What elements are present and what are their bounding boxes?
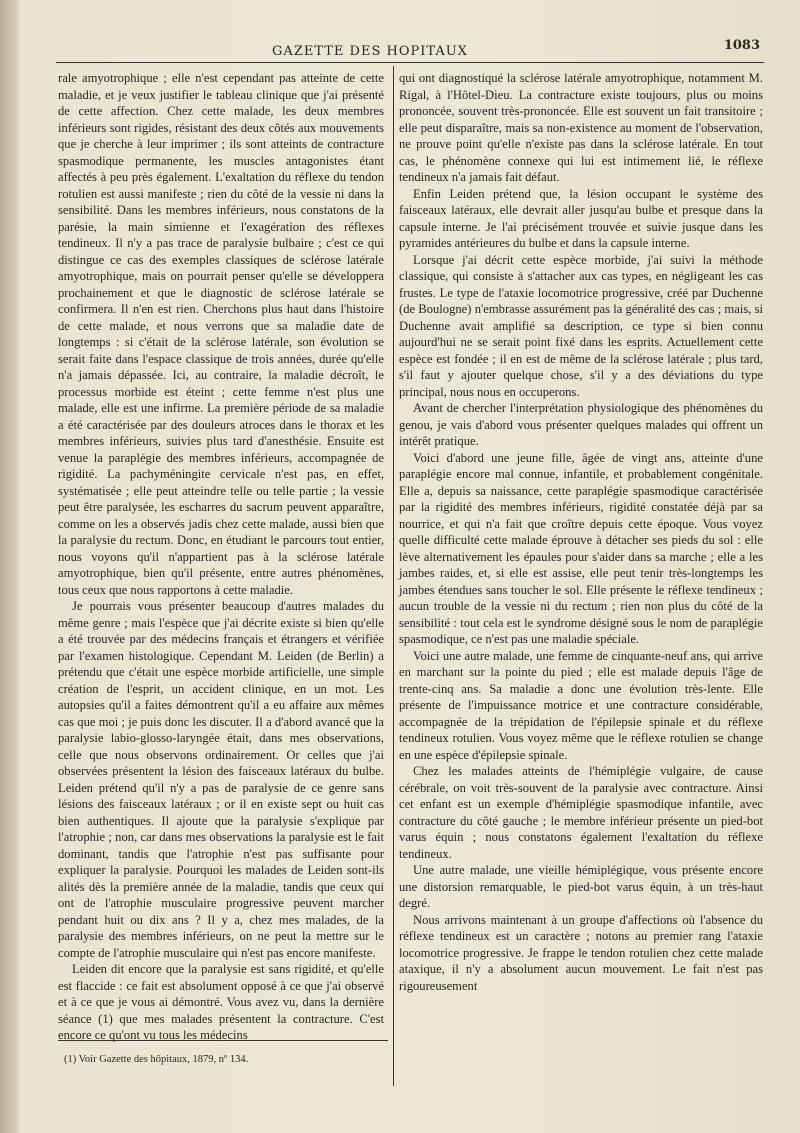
column-divider xyxy=(393,66,394,1086)
right-column xyxy=(399,70,763,994)
paragraph: Voici une autre malade, une femme de cinquante-neuf ans, qui arrive en marchant sur la pointe du pied ; elle est malade depuis l'âge de trente-cinq ans. Sa maladie a donc une évolution très-lente. Elle présente de l'impuissance motrice et une contracture considérable, accompagnée de la trépidation de l'épilepsie spinale et du réflexe tendineux rotulien. Vous voyez même que le réflexe rotulien se change en une espèce d'épilepsie spinale. xyxy=(399,648,763,762)
paragraph: Leiden dit encore que la paralysie est sans rigidité, et qu'elle est flaccide : ce fait est absolument opposé à ce que j'ai observé et à ce que je vous ai démontré. Vous avez vu, dans la dernière séance (1) que mes malades présentent la contracture. C'est encore ce qu'ont vu tous les médecins xyxy=(58,962,384,1042)
paragraph: Je pourrais vous présenter beaucoup d'autres malades du même genre ; mais l'espèce que j'ai décrite existe si bien qu'elle a été trouvée par des médecins français et étrangers et vérifiée par l'examen histologique. Cependant M. Leiden (de Berlin) a prétendu que c'était une espèce morbide artificielle, une simple création de l'esprit, un accident clinique, en un mot. Les autopsies qu'il a faites démontrent qu'il a eu affaire aux mêmes cas que moi ; je puis donc les discuter. Il a d'abord avancé que la paralysie labio-glosso-laryngée était, dans mes observations, celle que nous observons ordinairement. Or celles que j'ai observées présentent la lésion des faisceaux latéraux du bulbe. Leiden prétend qu'il n'y a pas de paralysie de ce genre sans lésions des faisceaux latéraux ; or il en existe sept ou huit cas bien authentiques. Il ajoute que la paralysie s'explique par l'atrophie ; non, car dans mes observations la paralysie est le fait dominant, tandis que l'atrophie n'est pas suffisante pour expliquer la paralysie. Pourquoi les malades de Leiden sont-ils alités dès la première année de la maladie, tandis que ceux qui ont de l'atrophie musculaire progressive peuvent marcher pendant huit ou dix ans ? Il y a, chez mes malades, de la paralysie des membres inférieurs, on ne peut la mettre sur le compte de l'atrophie musculaire qui n'est pas encore manifeste. xyxy=(58,599,384,960)
footnote-rule xyxy=(58,1040,388,1041)
journal-title: GAZETTE DES HOPITAUX xyxy=(272,44,468,59)
paragraph: Enfin Leiden prétend que, la lésion occupant le système des faisceaux latéraux, elle devrait aller jusqu'au bulbe et presque dans la capsule interne. Je l'ai précisément trouvée et suivie jusque dans les pyramides antérieures du bulbe et dans la capsule interne. xyxy=(399,186,763,250)
header-rule xyxy=(56,62,764,63)
page-binding-edge xyxy=(0,0,22,1133)
paragraph: rale amyotrophique ; elle n'est cependant pas atteinte de cette maladie, et je veux justifier le tableau clinique que j'ai présenté de cette affection. Chez cette malade, les deux membres inférieurs sont rigides, résistant des deux côtés aux mouvements que je cherche à leur imprimer ; ils sont atteints de contracture spasmodique permanente, les muscles antagonistes étant affectés à peu près également. L'exaltation du réflexe du tendon rotulien est aussi manifeste ; rien du côté de la vessie ni dans la sensibilité. Dans les membres inférieurs, nous constatons de la parésie, la main simienne et l'exagération des réflexes tendineux. Il n'y a pas trace de paralysie bulbaire ; c'est ce qui distingue ce cas des exemples classiques de sclérose latérale amyotrophique, mais on pourrait penser qu'elle se développera prochainement et que le diagnostic de sclérose latérale se confirmera. Il n'en est rien. Cherchons plus haut dans l'histoire de cette malade, et nous verrons que sa maladie date de longtemps : si c'était de la sclérose latérale, son évolution se serait faite dans l'espace classique de trois années, durée qu'elle n'a jamais dépassée. Ici, au contraire, la maladie décroît, le processus morbide est éteint ; cette femme n'est plus une malade, elle est une infirme. La première période de sa maladie a été caractérisée par des douleurs atroces dans le thorax et les membres inférieurs, suivies plus tard d'anesthésie. Ensuite est venue la paraplégie des membres inférieurs, accompagnée de rigidité. La pachyméningite cervicale n'est pas, en effet, systématisée ; elle peut atteindre telle ou telle partie ; la vessie peut être paralysée, les escharres du sacrum peuvent apparaître, comme on les a observés jadis chez cette malade, aussi bien que la paralysie du rectum. Donc, en étudiant le parcours tout entier, nous voyons qu'il n'appartient pas à la sclérose latérale amyotrophique, bien qu'il présente, entre autres phénomènes, tous ceux que nous rapportons à cette maladie. xyxy=(58,71,384,597)
paragraph: Chez les malades atteints de l'hémiplégie vulgaire, de cause cérébrale, on voit très-souvent de la paralysie avec contracture. Ainsi cet enfant est un exemple d'hémiplégie spasmodique infantile, avec contracture du côté gauche ; le membre inférieur présente un pied-bot varus équin ; nous constatons également l'exaltation du réflexe tendineux. xyxy=(399,764,763,861)
page-number: 1083 xyxy=(723,38,760,53)
paragraph: Nous arrivons maintenant à un groupe d'affections où l'absence du réflexe tendineux est un caractère ; notons au premier rang l'ataxie locomotrice progressive. Je frappe le tendon rotulien chez cette malade ataxique, il n'y a absolument aucun mouvement. Le fait n'est pas rigoureusement xyxy=(399,912,763,993)
left-column xyxy=(58,70,384,1044)
paragraph: Voici d'abord une jeune fille, âgée de vingt ans, atteinte d'une paraplégie encore mal connue, infantile, et probablement congénitale. Elle a, depuis sa naissance, cette paraplégie spasmodique caractérisée par la rigidité des membres inférieurs, rigidité constatée déjà par sa nourrice, et qui n'a fait que croître depuis cette époque. Vous voyez quelle difficulté cette malade éprouve à détacher ses pieds du sol : elle lève alternativement les épaules pour s'aider dans sa marche ; elle a les jambes raides, et, si elle est assise, elle peut tenir très-longtemps les jambes étendues sans toucher le sol. Elle présente le réflexe tendineux ; aucun trouble de la vessie ni du rectum ; rien non plus du côté de la sensibilité : tout cela est le syndrome désigné sous le nom de paraplégie spasmodique, ce n'est pas une maladie spéciale. xyxy=(399,450,763,646)
paragraph: qui ont diagnostiqué la sclérose latérale amyotrophique, notamment M. Rigal, à l'Hôtel-Dieu. La contracture existe toujours, plus ou moins prononcée, souvent très-prononcée. Elle est souvent un fait transitoire ; elle peut disparaître, mais sa non-existence au moment de l'observation, ne prouve point qu'elle n'existe pas dans la sclérose latérale. En tout cas, le phénomène connexe qui lui est intimement lié, le réflexe tendineux n'a jamais fait défaut. xyxy=(399,71,763,184)
paragraph: Une autre malade, une vieille hémiplégique, vous présente encore une distorsion remarquable, le pied-bot varus équin, à un très-haut degré. xyxy=(399,863,763,910)
footnote: (1) Voir Gazette des hôpitaux, 1879, nº 134. xyxy=(64,1054,249,1065)
paragraph: Lorsque j'ai décrit cette espèce morbide, j'ai suivi la méthode classique, qui consiste à s'attacher aux cas types, en négligeant les cas frustes. Le type de l'ataxie locomotrice progressive, créé par Duchenne (de Boulogne) n'embrasse assurément pas la généralité des cas ; mais, si Duchenne avait amplifié sa description, ce type si bien connu aujourd'hui ne se serait point fixé dans les esprits. Actuellement cette espèce est fondée ; il en est de même de la sclérose latérale ; plus tard, s'il faut y ajouter quelque chose, s'il y a des déviations du type principal, nous nous en occuperons. xyxy=(399,252,763,399)
paragraph: Avant de chercher l'interprétation physiologique des phénomènes du genou, je vais d'abord vous présenter quelques malades qui offrent un intérêt pratique. xyxy=(399,401,763,448)
